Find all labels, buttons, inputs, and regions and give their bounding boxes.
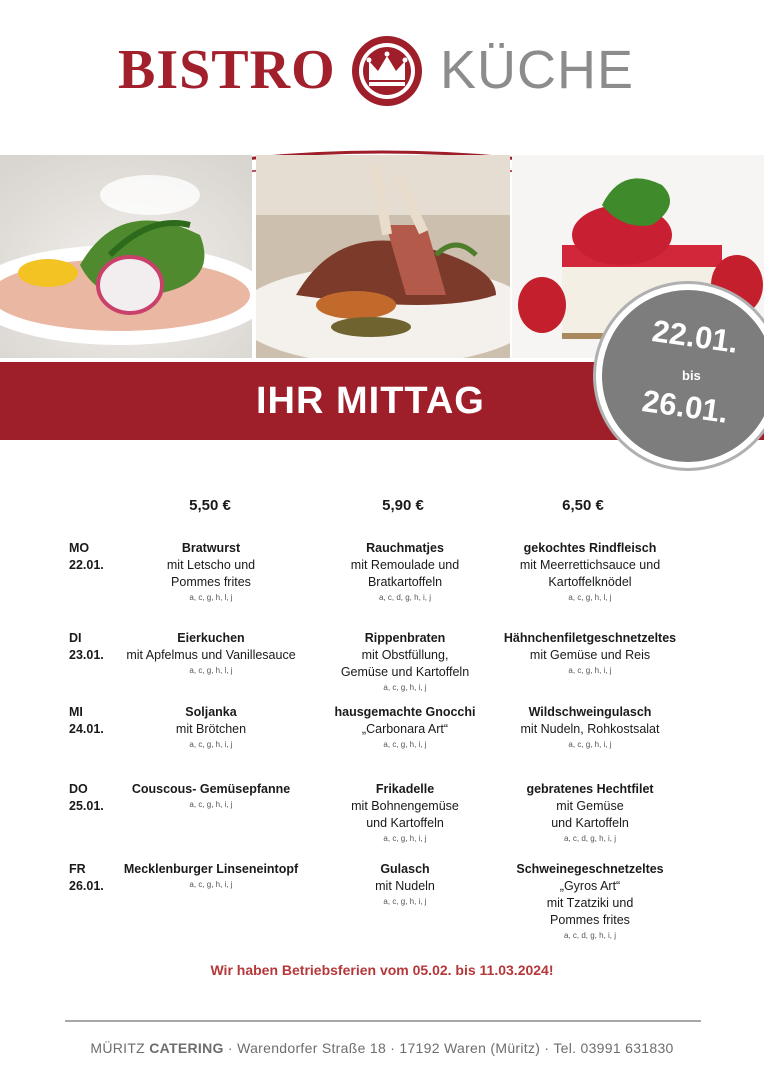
dish-name: Wildschweingulasch — [528, 705, 652, 719]
allergen-codes: a, c, g, h, i, j — [568, 740, 612, 749]
date: 22.01. — [69, 558, 104, 572]
date: 24.01. — [69, 722, 104, 736]
dish-name: Schweinegeschnetzeltes — [516, 862, 664, 876]
weekday: MI — [69, 705, 83, 719]
dish-name: Bratwurst — [181, 541, 241, 555]
footer-brand-bold: CATERING — [149, 1040, 224, 1056]
allergen-codes: a, c, d, g, h, i, j — [563, 834, 617, 843]
allergen-codes: a, c, g, h, i, j — [383, 740, 427, 749]
footer-contact — [0, 1040, 764, 1056]
dish-name: gebratenes Hechtfilet — [526, 782, 654, 796]
allergen-codes: a, c, d, g, h, i, j — [378, 593, 432, 602]
dish-description: mit Nudeln, Rohkostsalat — [520, 722, 660, 736]
dish-name: gekochtes Rindfleisch — [523, 541, 657, 555]
carpaccio-salad-photo — [0, 155, 252, 358]
allergen-codes: a, c, g, h, i, j — [189, 740, 233, 749]
footer-address: · Warendorfer Straße 18 · 17192 Waren (Müritz) · Tel. 03991 631830 — [223, 1040, 674, 1056]
lamb-rack-photo — [256, 155, 510, 358]
crown-icon — [350, 34, 424, 108]
logo-word-kueche: KÜCHE — [440, 40, 635, 100]
dish-description: und Kartoffeln — [551, 816, 629, 830]
allergen-codes: a, c, g, h, l, j — [568, 593, 612, 602]
date: 26.01. — [69, 879, 104, 893]
weekday: MO — [69, 541, 90, 555]
menu-item — [475, 781, 705, 845]
allergen-codes: a, c, g, h, i, j — [383, 897, 427, 906]
dish-description: mit Tzatziki und — [546, 896, 634, 910]
dish-description: mit Letscho und — [166, 558, 256, 572]
dish-description: mit Remoulade und — [350, 558, 460, 572]
allergen-codes: a, c, g, h, i, j — [189, 800, 233, 809]
dish-description: Pommes frites — [171, 575, 251, 589]
dish-description: mit Meerrettichsauce und — [519, 558, 661, 572]
dish-description: mit Brötchen — [175, 722, 247, 736]
dish-description: mit Nudeln — [375, 879, 435, 893]
dish-description: Pommes frites — [550, 913, 630, 927]
dish-description: und Kartoffeln — [366, 816, 444, 830]
date: 23.01. — [69, 648, 104, 662]
allergen-codes: a, c, g, h, l, j — [189, 593, 233, 602]
logo-word-bistro: BISTRO — [118, 39, 336, 101]
allergen-codes: a, c, g, h, i, j — [568, 666, 612, 675]
date-to: 26.01. — [640, 383, 731, 430]
dish-description: Bratkartoffeln — [367, 575, 443, 589]
allergen-codes: a, c, d, g, h, i, j — [563, 931, 617, 940]
dish-name: Rauchmatjes — [366, 541, 444, 555]
dish-name: Gulasch — [380, 862, 430, 876]
dish-description: mit Gemüse und Reis — [529, 648, 651, 662]
weekday: FR — [69, 862, 86, 876]
date-range-badge — [596, 284, 764, 468]
dish-name: Mecklenburger Linseneintopf — [123, 862, 299, 876]
page-title: IHR MITTAG — [256, 380, 485, 422]
allergen-codes: a, c, g, h, i, j — [383, 834, 427, 843]
menu-item — [475, 630, 705, 677]
weekday: DI — [69, 631, 82, 645]
dish-name: hausgemachte Gnocchi — [334, 705, 476, 719]
dish-name: Rippenbraten — [364, 631, 446, 645]
dish-description: mit Gemüse — [556, 799, 624, 813]
dish-description: Kartoffelknödel — [548, 575, 632, 589]
allergen-codes: a, c, g, h, i, j — [189, 880, 233, 889]
menu-item — [475, 704, 705, 751]
dish-description: „Carbonara Art“ — [361, 722, 449, 736]
menu-item — [475, 540, 705, 604]
dish-name: Hähnchenfiletgeschnetzeltes — [503, 631, 677, 645]
weekday: DO — [69, 782, 88, 796]
allergen-codes: a, c, g, h, i, j — [383, 683, 427, 692]
menu-item — [475, 861, 705, 942]
holiday-notice: Wir haben Betriebsferien vom 05.02. bis 11.03.2024! — [210, 962, 554, 978]
price-column-1: 5,50 € — [189, 497, 231, 514]
allergen-codes: a, c, g, h, l, j — [189, 666, 233, 675]
dish-name: Couscous- Gemüsepfanne — [131, 782, 291, 796]
price-column-2: 5,90 € — [382, 497, 424, 514]
dish-description: mit Bohnengemüse — [351, 799, 459, 813]
dish-name: Eierkuchen — [177, 631, 245, 645]
date-separator: bis — [682, 368, 701, 383]
dish-description: Gemüse und Kartoffeln — [340, 665, 470, 679]
price-column-3: 6,50 € — [562, 497, 604, 514]
footer-divider — [65, 1020, 701, 1022]
footer-brand-light: MÜRITZ — [90, 1040, 146, 1056]
date: 25.01. — [69, 799, 104, 813]
dish-description: mit Obstfüllung, — [361, 648, 449, 662]
dish-description: „Gyros Art“ — [559, 879, 621, 893]
date-from: 22.01. — [650, 313, 741, 360]
dish-name: Frikadelle — [375, 782, 435, 796]
dish-name: Soljanka — [185, 705, 237, 719]
dish-description: mit Apfelmus und Vanillesauce — [126, 648, 296, 662]
logo — [0, 34, 764, 106]
